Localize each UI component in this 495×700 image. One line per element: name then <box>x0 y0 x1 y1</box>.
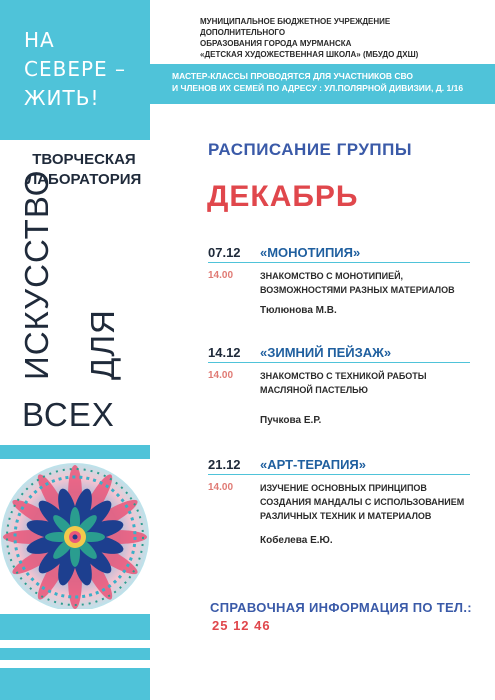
event-item <box>208 245 478 325</box>
event-divider <box>208 474 470 475</box>
event-date: 14.12 <box>208 345 241 360</box>
event-description: ИЗУЧЕНИЕ ОСНОВНЫХ ПРИНЦИПОВ СОЗДАНИЯ МАНДАЛЫ С ИСПОЛЬЗОВАНИЕМ РАЗЛИЧНЫХ ТЕХНИК И МАТЕРИАЛОВ <box>260 483 465 521</box>
event-teacher: Кобелева Е.Ю. <box>260 535 333 546</box>
reference-label: СПРАВОЧНАЯ ИНФОРМАЦИЯ ПО ТЕЛ.: <box>210 600 472 615</box>
notice-text <box>172 70 492 94</box>
event-description: ЗНАКОМСТВО С МОНОТИПИЕЙ, ВОЗМОЖНОСТЯМИ РАЗНЫХ МАТЕРИАЛОВ <box>260 271 455 295</box>
notice-line: МАСТЕР-КЛАССЫ ПРОВОДЯТСЯ ДЛЯ УЧАСТНИКОВ СВО <box>172 71 414 81</box>
event-title: «МОНОТИПИЯ» <box>260 245 361 260</box>
organization-name <box>200 16 470 60</box>
lab-title-line: ТВОРЧЕСКАЯ <box>32 151 136 168</box>
mandala-image <box>0 459 150 609</box>
org-line: МУНИЦИПАЛЬНОЕ БЮДЖЕТНОЕ УЧРЕЖДЕНИЕ ДОПОЛНИТЕЛЬНОГО <box>200 17 391 37</box>
event-title: «АРТ-ТЕРАПИЯ» <box>260 457 367 472</box>
left-panel <box>0 0 150 700</box>
org-line: ОБРАЗОВАНИЯ ГОРОДА МУРМАНСКА <box>200 39 352 48</box>
decor-stripe <box>0 648 150 660</box>
event-time: 14.00 <box>208 270 234 281</box>
event-date: 07.12 <box>208 245 241 260</box>
mandala-icon <box>0 459 150 609</box>
motto-line: СЕВЕРЕ – <box>24 57 127 81</box>
divider-strip <box>0 445 150 459</box>
motto-line: ЖИТЬ! <box>24 86 100 110</box>
word-dlya: ДЛЯ <box>84 309 121 380</box>
event-item <box>208 457 478 557</box>
decor-stripe <box>0 668 150 700</box>
word-iskusstvo: ИСКУССТВО <box>18 169 55 380</box>
event-time: 14.00 <box>208 482 234 493</box>
word-vseh: ВСЕХ <box>22 396 115 433</box>
event-divider <box>208 362 470 363</box>
event-description: ЗНАКОМСТВО С ТЕХНИКОЙ РАБОТЫ МАСЛЯНОЙ ПАСТЕЛЬЮ <box>260 371 427 395</box>
event-date: 21.12 <box>208 457 241 472</box>
org-line: «ДЕТСКАЯ ХУДОЖЕСТВЕННАЯ ШКОЛА» (МБУДО ДХШ) <box>200 50 419 59</box>
motto-line: НА <box>24 28 55 52</box>
phone-number: 25 12 46 <box>212 618 271 633</box>
event-time: 14.00 <box>208 370 234 381</box>
event-teacher: Пучкова Е.Р. <box>260 415 322 426</box>
event-title: «ЗИМНИЙ ПЕЙЗАЖ» <box>260 345 392 360</box>
schedule-month: ДЕКАБРЬ <box>207 180 359 213</box>
event-divider <box>208 262 470 263</box>
motto <box>24 26 134 113</box>
event-item <box>208 345 478 435</box>
notice-line: И ЧЛЕНОВ ИХ СЕМЕЙ ПО АДРЕСУ : УЛ.ПОЛЯРНОЙ ДИВИЗИИ, Д. 1/16 <box>172 83 464 93</box>
lab-title-line: ЛАБОРАТОРИЯ <box>26 171 142 188</box>
decor-stripe <box>0 614 150 640</box>
schedule-title: РАСПИСАНИЕ ГРУППЫ <box>208 140 413 159</box>
event-teacher: Тюлюнова М.В. <box>260 305 337 316</box>
